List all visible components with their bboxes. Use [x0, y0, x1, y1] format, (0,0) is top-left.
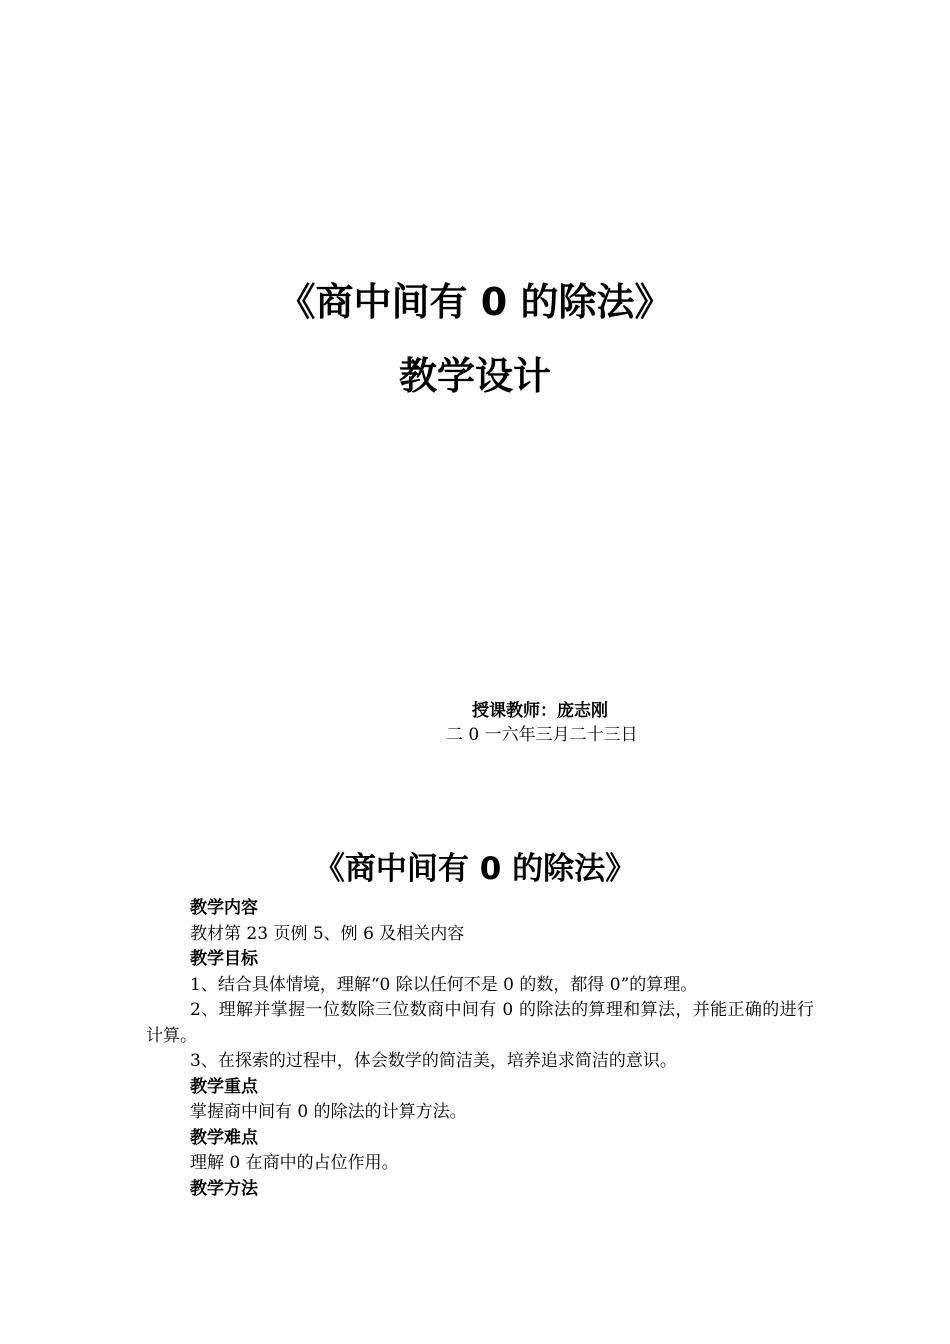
- teaching-content-text: 教材第 23 页例 5、例 6 及相关内容: [190, 923, 465, 944]
- heading-key-points: 教学重点: [190, 1076, 258, 1097]
- cover-title: 《商中间有 0 的除法》: [277, 280, 673, 324]
- cover-subtitle: 教学设计: [398, 354, 551, 398]
- goal-item-2: 2、理解并掌握一位数除三位数商中间有 0 的除法的算理和算法，并能正确的进行计算。: [146, 1000, 814, 1046]
- document-title: 《商中间有 0 的除法》: [313, 851, 637, 887]
- difficulties-text: 理解 0 在商中的占位作用。: [190, 1153, 399, 1173]
- heading-teaching-goals: 教学目标: [190, 949, 258, 969]
- heading-difficulties: 教学难点: [190, 1127, 258, 1148]
- goal-item-1: 1、结合具体情境，理解“0 除以任何不是 0 的数，都得 0”的算理。: [190, 974, 698, 995]
- key-points-text: 掌握商中间有 0 的除法的计算方法。: [190, 1102, 467, 1122]
- heading-teaching-methods: 教学方法: [190, 1178, 258, 1199]
- heading-teaching-content: 教学内容: [190, 898, 258, 918]
- document-body: [146, 896, 814, 1202]
- teacher-name: 授课教师：庞志刚: [472, 701, 608, 721]
- date-line: 二 0 一六年三月二十三日: [446, 725, 638, 745]
- goal-item-3: 3、在探索的过程中，体会数学的简洁美，培养追求简洁的意识。: [190, 1051, 677, 1071]
